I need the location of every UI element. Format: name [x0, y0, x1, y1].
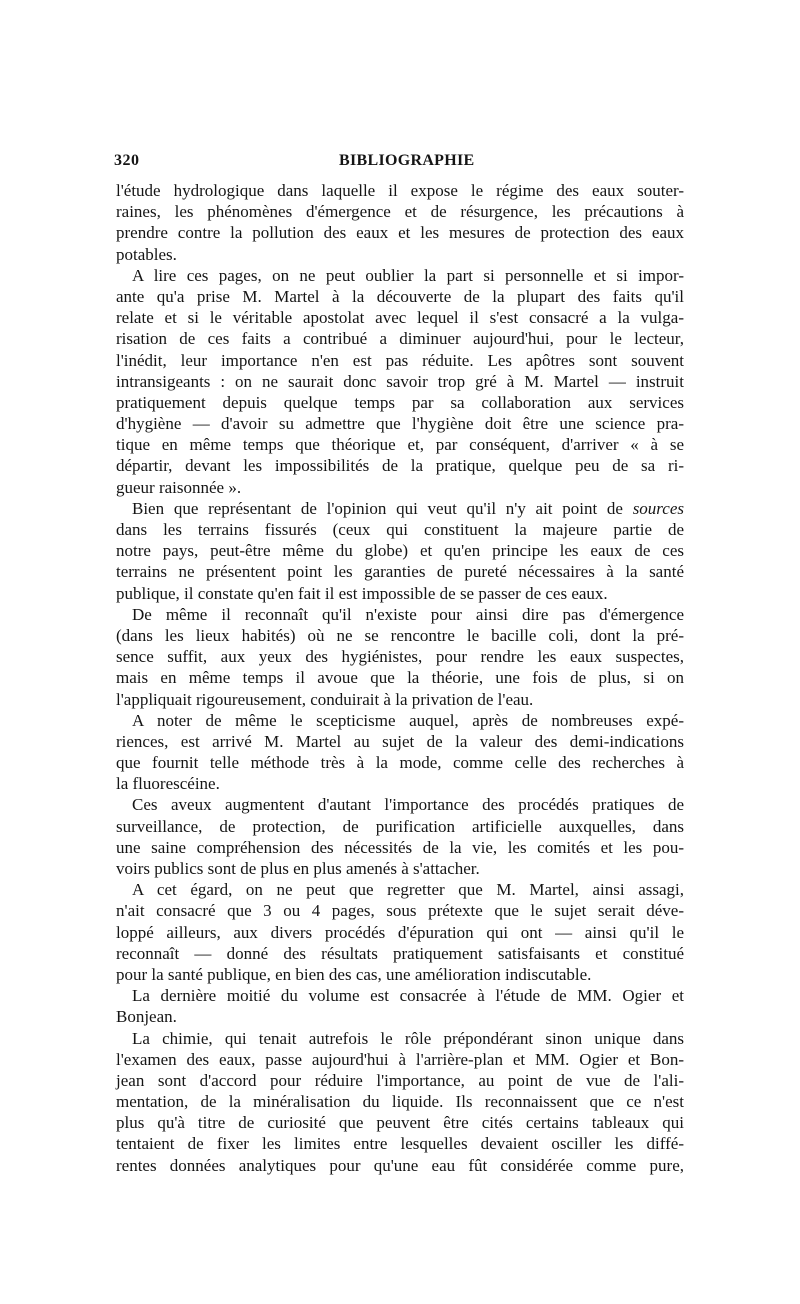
text-line-content: risation de ces faits a contribué a diminuer aujourd'hui, pour le lecteur,: [116, 329, 684, 349]
text-line: [116, 1155, 684, 1176]
text-line-content: que fournit telle méthode très à la mode, comme celle des recherches à: [116, 753, 684, 773]
text-line-content: Ces aveux augmentent d'autant l'importance des procédés pratiques de: [132, 795, 684, 815]
running-head: BIBLIOGRAPHIE: [339, 152, 475, 169]
italic-word: sources: [632, 498, 684, 518]
text-line: [116, 1070, 684, 1091]
text-line-content: riences, est arrivé M. Martel au sujet de la valeur des demi-indications: [116, 731, 684, 751]
text-line: [116, 837, 684, 858]
text-line: [116, 794, 684, 815]
text-line-content: mentation, de la minéralisation du liquide. Ils reconnaissent que ce n'est: [116, 1092, 684, 1112]
page-number: 320: [114, 152, 140, 169]
text-line-content: la fluorescéine.: [116, 774, 220, 794]
text-line-content: A cet égard, on ne peut que regretter que M. Martel, ainsi assagi,: [132, 880, 684, 900]
text-line-content: potables.: [116, 244, 177, 264]
text-line: [116, 773, 684, 794]
text-line: [116, 1133, 684, 1154]
text-line: [116, 922, 684, 943]
text-line: [116, 371, 684, 392]
text-line: [116, 1049, 684, 1070]
text-line-content: tentaient de fixer les limites entre lesquelles devaient osciller les diffé-: [116, 1134, 684, 1154]
text-line: [116, 943, 684, 964]
page-header: [114, 150, 682, 172]
text-line: [116, 604, 684, 625]
text-line-content: raines, les phénomènes d'émergence et de résurgence, les précautions à: [116, 202, 684, 222]
text-line: [116, 455, 684, 476]
text-line: [116, 667, 684, 688]
text-line: [116, 1112, 684, 1133]
text-line-content: sence suffit, aux yeux des hygiénistes, pour rendre les eaux suspectes,: [116, 647, 684, 667]
text-line: [116, 244, 684, 265]
text-line: [116, 413, 684, 434]
text-line-content: l'appliquait rigoureusement, conduirait à la privation de l'eau.: [116, 689, 534, 709]
text-line: [116, 307, 684, 328]
text-line-content: n'ait consacré que 3 ou 4 pages, sous prétexte que le sujet serait déve-: [116, 901, 684, 921]
text-line-content: l'étude hydrologique dans laquelle il expose le régime des eaux souter-: [116, 181, 684, 200]
text-line-content: publique, il constate qu'en fait il est impossible de se passer de ces eaux.: [116, 583, 608, 603]
text-line: [116, 201, 684, 222]
text-line: [116, 646, 684, 667]
text-line: [116, 752, 684, 773]
text-line-content: reconnaît — donné des résultats pratiquement satisfaisants et constitué: [116, 943, 684, 963]
text-line: [116, 498, 684, 519]
text-line-content: d'hygiène — d'avoir su admettre que l'hygiène doit être une science pra-: [116, 414, 684, 434]
text-line: [116, 858, 684, 879]
text-line-content: jean sont d'accord pour réduire l'importance, au point de vue de l'ali-: [116, 1070, 684, 1090]
text-line-content: une saine compréhension des nécessités de la vie, les comités et les pou-: [116, 837, 684, 857]
text-line-content: La chimie, qui tenait autrefois le rôle prépondérant sinon unique dans: [132, 1028, 684, 1048]
text-line: [116, 265, 684, 286]
text-line-content: La dernière moitié du volume est consacrée à l'étude de MM. Ogier et: [132, 986, 684, 1006]
text-line: [116, 625, 684, 646]
text-line-content: notre pays, peut-être même du globe) et qu'en principe les eaux de ces: [116, 541, 684, 561]
text-line: [116, 392, 684, 413]
text-line: [116, 900, 684, 921]
text-line-content: relate et si le véritable apostolat avec lequel il s'est consacré a la vulga-: [116, 308, 684, 328]
text-line-content: pratiquement depuis quelque temps par sa collaboration aux services: [116, 392, 684, 412]
text-line: [116, 350, 684, 371]
text-line: [116, 180, 684, 201]
text-line-content: intransigeants : on ne saurait donc savoir trop gré à M. Martel — instruit: [116, 371, 684, 391]
text-line-content: gueur raisonnée ».: [116, 477, 242, 497]
text-line: [116, 816, 684, 837]
text-line-content: De même il reconnaît qu'il n'existe pour ainsi dire pas d'émergence: [132, 604, 684, 624]
text-line: [116, 286, 684, 307]
text-line: [116, 710, 684, 731]
text-line-content: plus qu'à titre de curiosité que peuvent être cités certains tableaux qui: [116, 1113, 684, 1133]
text-line-content: loppé ailleurs, aux divers procédés d'épuration qui ont — ainsi qu'il le: [116, 922, 684, 942]
text-line: [116, 583, 684, 604]
text-line-content: terrains ne présentent point les garanties de pureté nécessaires à la santé: [116, 562, 684, 582]
text-line: [116, 879, 684, 900]
text-line: [116, 477, 684, 498]
text-line-content: rentes données analytiques pour qu'une eau fût considérée comme pure,: [116, 1155, 684, 1175]
text-line-content: dans les terrains fissurés (ceux qui constituent la majeure partie de: [116, 520, 684, 539]
body-text: [116, 180, 684, 1176]
text-line: [116, 1091, 684, 1112]
text-line-content: tique en même temps que théorique et, par conséquent, d'arriver « à se: [116, 435, 684, 455]
text-line: [116, 964, 684, 985]
text-line: [116, 222, 684, 243]
text-line-content: Bonjean.: [116, 1007, 177, 1027]
text-line-content: A lire ces pages, on ne peut oublier la part si personnelle et si impor-: [132, 265, 684, 285]
text-line-content: pour la santé publique, en bien des cas, une amélioration indiscutable.: [116, 964, 592, 984]
text-line-content: l'examen des eaux, passe aujourd'hui à l'arrière-plan et MM. Ogier et Bon-: [116, 1049, 684, 1069]
text-line-content: A noter de même le scepticisme auquel, après de nombreuses expé-: [132, 710, 684, 730]
text-line-content: surveillance, de protection, de purification artificielle auxquelles, dans: [116, 816, 684, 836]
text-line-content: l'inédit, leur importance n'en est pas réduite. Les apôtres sont souvent: [116, 350, 684, 370]
text-line-content: départir, devant les impossibilités de la pratique, quelque peu de sa ri-: [116, 456, 684, 476]
text-line: [116, 985, 684, 1006]
text-line-content: ante qu'a prise M. Martel à la découverte de la plupart des faits qu'il: [116, 286, 684, 306]
text-line-content: prendre contre la pollution des eaux et les mesures de protection des eaux: [116, 223, 684, 243]
text-line: [116, 519, 684, 540]
text-line-content: (dans les lieux habités) où ne se rencontre le bacille coli, dont la pré-: [116, 625, 684, 645]
text-line: [116, 731, 684, 752]
text-line-content: Bien que représentant de l'opinion qui veut qu'il n'y ait point de: [132, 498, 633, 518]
text-line: [116, 1006, 684, 1027]
text-line: [116, 561, 684, 582]
text-line: [116, 689, 684, 710]
text-line-content: voirs publics sont de plus en plus amenés à s'attacher.: [116, 859, 480, 878]
text-line: [116, 328, 684, 349]
text-line: [116, 434, 684, 455]
text-line: [116, 540, 684, 561]
text-line: [116, 1028, 684, 1049]
text-line-content: mais en même temps il avoue que la théorie, une fois de plus, si on: [116, 668, 684, 688]
